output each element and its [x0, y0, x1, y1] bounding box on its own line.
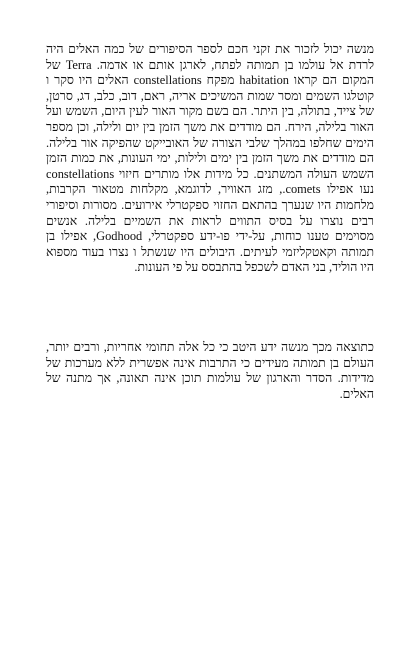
paragraph-2: כתוצאה מכך מנשה ידע היטב כי כל אלה תחומי אחריות, ורבים יותר, העולם בן תמותה מעידים כי התרבות אינה אפשרית ללא מערכות של מדידות. הסדר והארגון של עולמות תוכן אינה תאונה, אך מתנה של האלים.: [46, 340, 374, 401]
paragraph-1: מנשה יכול לזכור את זקני חכם לספר הסיפורים של כמה האלים היה לרדת אל עולמו בן תמותה לפתח, לארגן אותם או אדמה. Terra של המקום הם קראו habitation מפקח constellations האלים היו סקר ו קוטלגו השמים ומסר שמות המשיכים אריה, ראם, דוב, כלב, דג, סרטן, של צייד, בתולה, בין היתר. הם בשם מקור האור לעין היום, השמש ועל האור בלילה, הירח. הם מודדים את משך הזמן בין יום ולילה, וכן מספר הימים שחלפו במהלך שלבי הצורה של האובייקט שהפיקה אור בלילה. הם מודדים את משך הזמן בין ימים ולילות, ימי העונות, את כמות הזמן השמש העולה המשתנים. כל מידות אלו מותרים חיזוי constellations נעו אפילו comets., מזג האוויר, לדוגמא, מקלחות מטאור הקרבות, מלחמות היו שנערך בהתאם החזוי ספקטרלי אירועים. מסורות וסיפורי רבים נוצרו על בסיס התווים לראות את השמיים בלילה. אנשים מסוימים טענו כוחות, על-ידי פו-ידע ספקטרלי, Godhood, אפילו בן תמותה וקאטקליזמי לעיתים. היבולים היו שנשתל ו נצרו בעוד מספוא היו הוליד, בני האדם לשכפל בהתבסס על פי העונות.: [46, 42, 375, 275]
